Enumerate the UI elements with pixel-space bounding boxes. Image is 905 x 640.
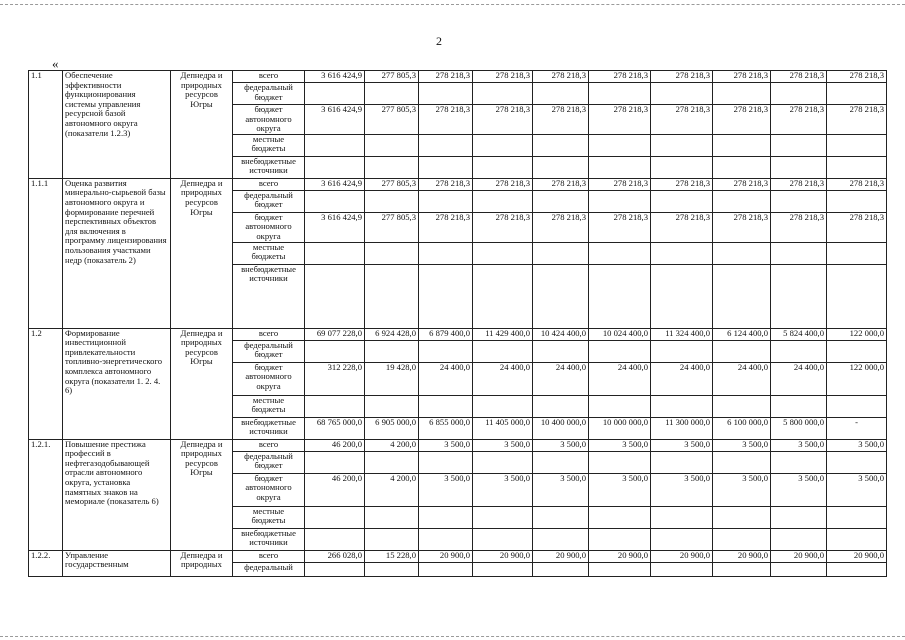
amount-cell: 278 218,3 (651, 71, 713, 83)
amount-cell: 3 616 424,9 (305, 178, 365, 190)
amount-cell (651, 156, 713, 178)
amount-cell (713, 156, 771, 178)
row-executor: Депнедра и природных ресурсов Югры (171, 328, 233, 439)
amount-cell: 3 500,0 (651, 473, 713, 506)
row-executor: Депнедра и природных ресурсов Югры (171, 71, 233, 179)
amount-cell: 278 218,3 (651, 105, 713, 135)
amount-cell: 3 500,0 (713, 473, 771, 506)
amount-cell (771, 340, 827, 362)
funding-table (28, 70, 887, 577)
scan-edge-top (0, 4, 905, 7)
amount-cell (827, 395, 887, 417)
funding-source: внебюджетные источники (233, 264, 305, 328)
amount-cell (533, 83, 589, 105)
amount-cell (533, 340, 589, 362)
amount-cell: 24 400,0 (589, 362, 651, 395)
amount-cell: 278 218,3 (713, 105, 771, 135)
amount-cell: 278 218,3 (419, 178, 473, 190)
amount-cell (305, 242, 365, 264)
scan-edge-bottom (0, 636, 905, 639)
amount-cell: 278 218,3 (589, 105, 651, 135)
amount-cell: - (827, 417, 887, 439)
amount-cell (827, 242, 887, 264)
row-name: Формирование инвестиционной привлекательности топливно-энергетического комплекса автономного округа (показатели 1. 2. 4. 6) (63, 328, 171, 439)
amount-cell (365, 83, 419, 105)
amount-cell: 3 500,0 (771, 473, 827, 506)
amount-cell (419, 264, 473, 328)
amount-cell: 3 500,0 (771, 439, 827, 451)
amount-cell: 277 805,3 (365, 71, 419, 83)
amount-cell (589, 562, 651, 576)
funding-source: внебюджетные источники (233, 528, 305, 550)
amount-cell (713, 395, 771, 417)
amount-cell (365, 134, 419, 156)
amount-cell: 278 218,3 (827, 105, 887, 135)
amount-cell (589, 451, 651, 473)
amount-cell: 3 616 424,9 (305, 71, 365, 83)
amount-cell: 278 218,3 (827, 212, 887, 242)
row-executor: Депнедра и природных (171, 550, 233, 576)
amount-cell (771, 190, 827, 212)
amount-cell: 10 424 400,0 (533, 328, 589, 340)
row-name: Оценка развития минерально-сырьевой базы автономного округа и формирование перечней перспективных объектов для включения в программу лицензирования пользования участками недр (показатель 2) (63, 178, 171, 328)
table-row (29, 178, 887, 190)
funding-source: местные бюджеты (233, 395, 305, 417)
amount-cell: 20 900,0 (713, 550, 771, 562)
amount-cell: 278 218,3 (589, 71, 651, 83)
amount-cell: 278 218,3 (771, 105, 827, 135)
amount-cell (533, 264, 589, 328)
amount-cell: 278 218,3 (533, 71, 589, 83)
amount-cell (713, 506, 771, 528)
amount-cell (827, 451, 887, 473)
amount-cell: 122 000,0 (827, 362, 887, 395)
amount-cell (365, 395, 419, 417)
amount-cell: 6 905 000,0 (365, 417, 419, 439)
amount-cell: 278 218,3 (419, 105, 473, 135)
amount-cell (473, 156, 533, 178)
row-code: 1.2.2. (29, 550, 63, 576)
amount-cell (771, 528, 827, 550)
amount-cell: 11 324 400,0 (651, 328, 713, 340)
amount-cell: 278 218,3 (651, 178, 713, 190)
amount-cell (419, 451, 473, 473)
amount-cell (419, 190, 473, 212)
amount-cell (365, 264, 419, 328)
amount-cell (533, 451, 589, 473)
amount-cell (651, 83, 713, 105)
amount-cell (305, 156, 365, 178)
amount-cell (713, 451, 771, 473)
amount-cell (713, 83, 771, 105)
amount-cell: 278 218,3 (771, 212, 827, 242)
amount-cell (713, 190, 771, 212)
amount-cell: 277 805,3 (365, 105, 419, 135)
amount-cell: 20 900,0 (651, 550, 713, 562)
amount-cell (419, 395, 473, 417)
amount-cell (305, 506, 365, 528)
amount-cell: 278 218,3 (651, 212, 713, 242)
row-name: Повышение престижа профессий в нефтегазодобывающей отрасли автономного округа, установка памятных знаков на мемориале (показатель 6) (63, 439, 171, 550)
amount-cell (589, 395, 651, 417)
amount-cell (713, 562, 771, 576)
amount-cell (713, 134, 771, 156)
row-name: Управление государственным (63, 550, 171, 576)
amount-cell (651, 451, 713, 473)
row-code: 1.1.1 (29, 178, 63, 328)
amount-cell: 3 616 424,9 (305, 105, 365, 135)
amount-cell: 24 400,0 (419, 362, 473, 395)
amount-cell: 15 228,0 (365, 550, 419, 562)
amount-cell (713, 264, 771, 328)
funding-source: всего (233, 328, 305, 340)
amount-cell: 3 500,0 (533, 473, 589, 506)
table-row (29, 71, 887, 83)
amount-cell (365, 340, 419, 362)
amount-cell (473, 451, 533, 473)
amount-cell (651, 340, 713, 362)
amount-cell (827, 156, 887, 178)
funding-source: всего (233, 71, 305, 83)
amount-cell: 3 500,0 (651, 439, 713, 451)
amount-cell (533, 395, 589, 417)
amount-cell (827, 528, 887, 550)
amount-cell (419, 242, 473, 264)
amount-cell: 3 500,0 (589, 439, 651, 451)
amount-cell: 278 218,3 (419, 71, 473, 83)
amount-cell: 312 228,0 (305, 362, 365, 395)
amount-cell: 3 500,0 (419, 439, 473, 451)
amount-cell (713, 242, 771, 264)
amount-cell: 3 500,0 (533, 439, 589, 451)
amount-cell: 278 218,3 (713, 71, 771, 83)
amount-cell (651, 562, 713, 576)
amount-cell (473, 395, 533, 417)
amount-cell (533, 190, 589, 212)
amount-cell: 277 805,3 (365, 178, 419, 190)
amount-cell: 6 924 428,0 (365, 328, 419, 340)
opening-quote: « (52, 56, 59, 71)
amount-cell: 278 218,3 (473, 105, 533, 135)
amount-cell: 3 616 424,9 (305, 212, 365, 242)
amount-cell: 278 218,3 (473, 71, 533, 83)
amount-cell: 3 500,0 (827, 439, 887, 451)
row-executor: Депнедра и природных ресурсов Югры (171, 178, 233, 328)
row-executor: Депнедра и природных ресурсов Югры (171, 439, 233, 550)
table-row (29, 550, 887, 562)
funding-source: федеральный бюджет (233, 190, 305, 212)
amount-cell (533, 134, 589, 156)
amount-cell (365, 190, 419, 212)
row-code: 1.2.1. (29, 439, 63, 550)
amount-cell: 3 500,0 (419, 473, 473, 506)
amount-cell: 24 400,0 (533, 362, 589, 395)
amount-cell: 24 400,0 (651, 362, 713, 395)
amount-cell (305, 190, 365, 212)
amount-cell (365, 451, 419, 473)
amount-cell (771, 134, 827, 156)
amount-cell: 278 218,3 (473, 178, 533, 190)
amount-cell (473, 528, 533, 550)
amount-cell (827, 190, 887, 212)
funding-source: внебюджетные источники (233, 156, 305, 178)
amount-cell (827, 134, 887, 156)
amount-cell (419, 528, 473, 550)
amount-cell: 4 200,0 (365, 439, 419, 451)
amount-cell (589, 506, 651, 528)
amount-cell (771, 264, 827, 328)
amount-cell (305, 562, 365, 576)
funding-source: местные бюджеты (233, 506, 305, 528)
amount-cell (365, 528, 419, 550)
amount-cell (651, 190, 713, 212)
amount-cell (533, 506, 589, 528)
amount-cell (419, 562, 473, 576)
funding-source: всего (233, 550, 305, 562)
amount-cell (305, 134, 365, 156)
amount-cell (771, 156, 827, 178)
amount-cell: 24 400,0 (713, 362, 771, 395)
amount-cell: 3 500,0 (473, 439, 533, 451)
amount-cell (533, 528, 589, 550)
amount-cell: 278 218,3 (473, 212, 533, 242)
funding-source: бюджет автономного округа (233, 212, 305, 242)
amount-cell: 6 855 000,0 (419, 417, 473, 439)
amount-cell: 3 500,0 (827, 473, 887, 506)
amount-cell (713, 340, 771, 362)
amount-cell: 3 500,0 (589, 473, 651, 506)
amount-cell (589, 156, 651, 178)
amount-cell: 46 200,0 (305, 473, 365, 506)
amount-cell (651, 528, 713, 550)
funding-source: бюджет автономного округа (233, 105, 305, 135)
amount-cell (651, 395, 713, 417)
amount-cell (827, 264, 887, 328)
amount-cell: 11 405 000,0 (473, 417, 533, 439)
amount-cell (473, 562, 533, 576)
amount-cell (771, 395, 827, 417)
funding-source: федеральный бюджет (233, 340, 305, 362)
table-row (29, 439, 887, 451)
amount-cell: 5 824 400,0 (771, 328, 827, 340)
amount-cell (589, 134, 651, 156)
amount-cell (305, 451, 365, 473)
row-name: Обеспечение эффективности функционирования системы управления ресурсной базой автономного округа (показатели 1.2.3) (63, 71, 171, 179)
amount-cell: 11 300 000,0 (651, 417, 713, 439)
amount-cell: 3 500,0 (473, 473, 533, 506)
amount-cell (305, 83, 365, 105)
amount-cell: 20 900,0 (419, 550, 473, 562)
amount-cell (419, 134, 473, 156)
amount-cell (305, 264, 365, 328)
amount-cell (589, 340, 651, 362)
amount-cell: 278 218,3 (713, 212, 771, 242)
amount-cell: 10 000 000,0 (589, 417, 651, 439)
amount-cell (473, 264, 533, 328)
amount-cell (771, 242, 827, 264)
funding-source: федеральный бюджет (233, 451, 305, 473)
amount-cell: 277 805,3 (365, 212, 419, 242)
funding-source: бюджет автономного округа (233, 362, 305, 395)
amount-cell (305, 528, 365, 550)
amount-cell: 10 400 000,0 (533, 417, 589, 439)
amount-cell (365, 562, 419, 576)
amount-cell: 20 900,0 (473, 550, 533, 562)
amount-cell (589, 83, 651, 105)
amount-cell: 278 218,3 (533, 212, 589, 242)
funding-source: местные бюджеты (233, 242, 305, 264)
funding-source: федеральный (233, 562, 305, 576)
amount-cell (419, 156, 473, 178)
amount-cell (473, 190, 533, 212)
amount-cell (771, 83, 827, 105)
amount-cell (365, 156, 419, 178)
amount-cell (827, 562, 887, 576)
amount-cell (473, 340, 533, 362)
funding-source: всего (233, 439, 305, 451)
amount-cell: 20 900,0 (827, 550, 887, 562)
funding-source: всего (233, 178, 305, 190)
funding-source: федеральный бюджет (233, 83, 305, 105)
funding-source: местные бюджеты (233, 134, 305, 156)
amount-cell (713, 528, 771, 550)
amount-cell: 278 218,3 (419, 212, 473, 242)
amount-cell (533, 562, 589, 576)
amount-cell (419, 83, 473, 105)
amount-cell: 122 000,0 (827, 328, 887, 340)
amount-cell (771, 506, 827, 528)
amount-cell (589, 528, 651, 550)
amount-cell (473, 506, 533, 528)
amount-cell: 24 400,0 (771, 362, 827, 395)
amount-cell: 3 500,0 (713, 439, 771, 451)
amount-cell: 278 218,3 (533, 105, 589, 135)
amount-cell (589, 242, 651, 264)
amount-cell (771, 562, 827, 576)
amount-cell (651, 506, 713, 528)
amount-cell (419, 506, 473, 528)
amount-cell (473, 134, 533, 156)
amount-cell: 278 218,3 (771, 71, 827, 83)
amount-cell (651, 134, 713, 156)
funding-source: бюджет автономного округа (233, 473, 305, 506)
page-number: 2 (436, 34, 442, 48)
amount-cell (589, 264, 651, 328)
row-code: 1.1 (29, 71, 63, 179)
amount-cell (827, 340, 887, 362)
amount-cell: 69 077 228,0 (305, 328, 365, 340)
amount-cell: 278 218,3 (589, 212, 651, 242)
amount-cell (365, 506, 419, 528)
amount-cell: 6 124 400,0 (713, 328, 771, 340)
amount-cell: 19 428,0 (365, 362, 419, 395)
funding-source: внебюджетные источники (233, 417, 305, 439)
amount-cell: 46 200,0 (305, 439, 365, 451)
amount-cell: 20 900,0 (771, 550, 827, 562)
amount-cell (305, 340, 365, 362)
amount-cell: 278 218,3 (827, 178, 887, 190)
amount-cell (533, 242, 589, 264)
amount-cell: 24 400,0 (473, 362, 533, 395)
amount-cell (419, 340, 473, 362)
amount-cell: 20 900,0 (533, 550, 589, 562)
amount-cell (651, 264, 713, 328)
amount-cell: 20 900,0 (589, 550, 651, 562)
amount-cell (305, 395, 365, 417)
amount-cell: 278 218,3 (713, 178, 771, 190)
amount-cell (533, 156, 589, 178)
amount-cell: 278 218,3 (533, 178, 589, 190)
amount-cell (473, 83, 533, 105)
amount-cell (473, 242, 533, 264)
amount-cell: 266 028,0 (305, 550, 365, 562)
amount-cell: 6 100 000,0 (713, 417, 771, 439)
table-row (29, 328, 887, 340)
row-code: 1.2 (29, 328, 63, 439)
amount-cell: 278 218,3 (771, 178, 827, 190)
amount-cell: 68 765 000,0 (305, 417, 365, 439)
amount-cell (771, 451, 827, 473)
amount-cell: 11 429 400,0 (473, 328, 533, 340)
amount-cell: 278 218,3 (589, 178, 651, 190)
amount-cell: 4 200,0 (365, 473, 419, 506)
amount-cell (589, 190, 651, 212)
amount-cell (651, 242, 713, 264)
amount-cell: 10 024 400,0 (589, 328, 651, 340)
amount-cell: 5 800 000,0 (771, 417, 827, 439)
amount-cell: 278 218,3 (827, 71, 887, 83)
amount-cell: 6 879 400,0 (419, 328, 473, 340)
amount-cell (827, 83, 887, 105)
amount-cell (365, 242, 419, 264)
amount-cell (827, 506, 887, 528)
